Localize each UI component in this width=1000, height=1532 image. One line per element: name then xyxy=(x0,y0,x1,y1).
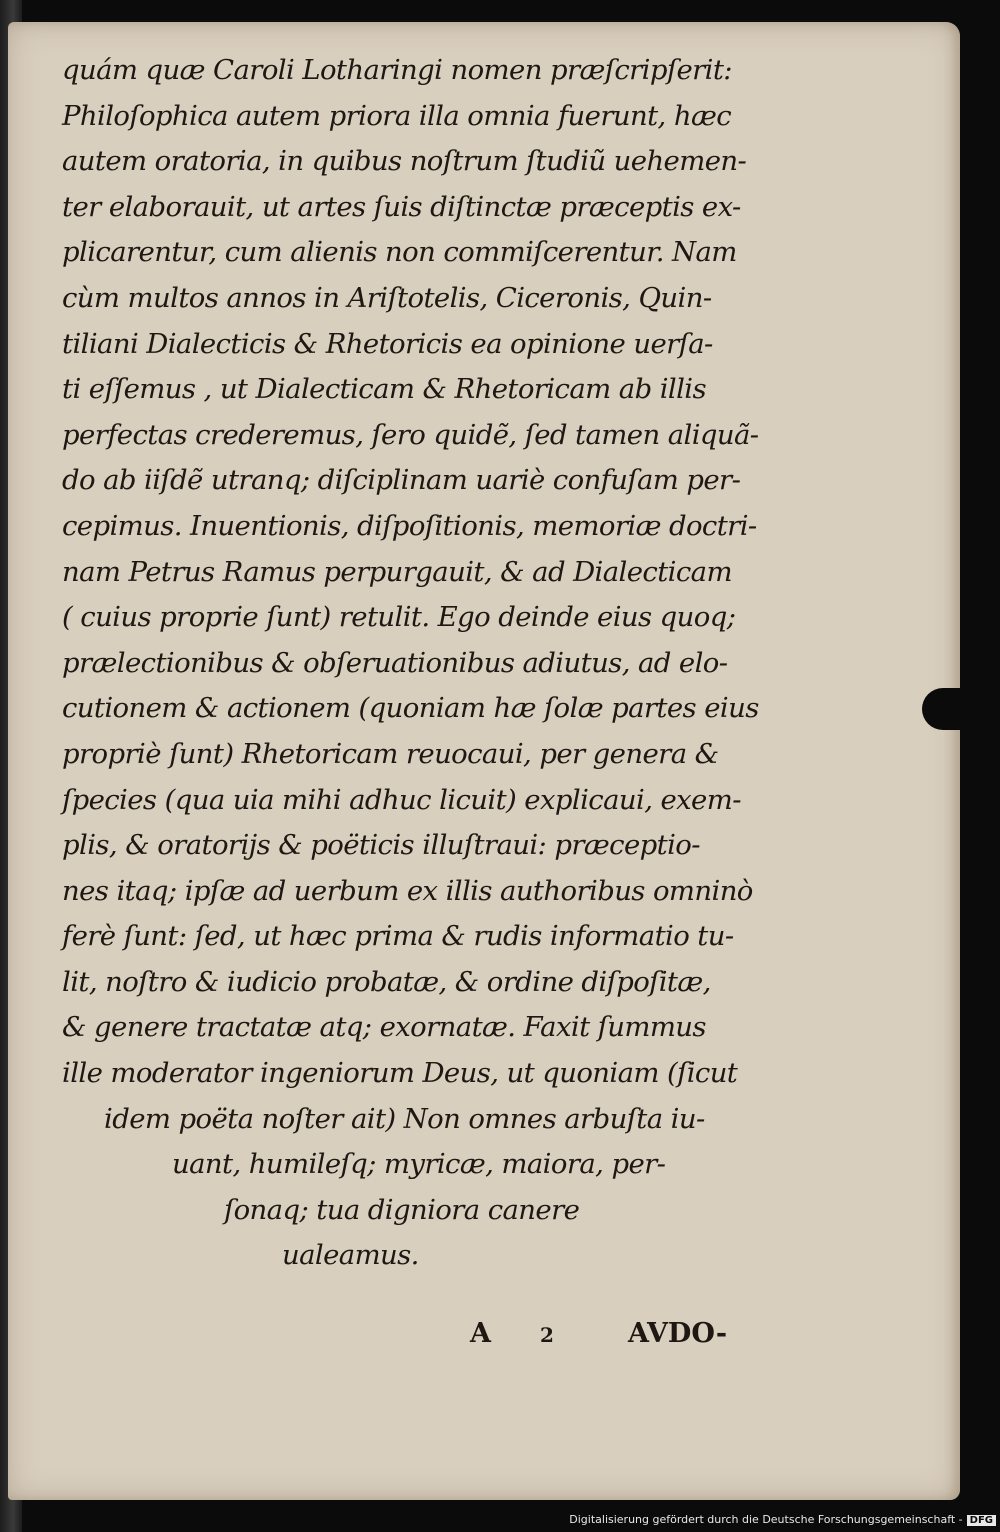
closing-line: ſonaq; tua digniora canere xyxy=(224,1193,580,1226)
text-line: quám quæ Caroli Lotharingi nomen præſcripſerit: xyxy=(62,54,732,86)
text-line: autem oratoria, in quibus noſtrum ſtudiũ uehemen- xyxy=(62,145,747,178)
text-line: ferè ſunt: ſed, ut hæc prima & rudis informatio tu- xyxy=(62,920,734,953)
credit-text: Digitalisierung gefördert durch die Deutsche Forschungsgemeinschaft - xyxy=(569,1513,963,1526)
text-line: & genere tractatæ atq; exornatæ. Faxit ſummus xyxy=(62,1011,706,1044)
text-line: ti eſſemus , ut Dialecticam & Rhetoricam ab illis xyxy=(62,373,707,406)
text-line: prælectionibus & obſeruationibus adiutus, ad elo- xyxy=(62,646,728,679)
closing-line: ualeamus. xyxy=(282,1239,419,1272)
text-line: propriè ſunt) Rhetoricam reuocaui, per genera & xyxy=(62,737,719,770)
text-line: lit, noſtro & iudicio probatæ, & ordine diſpoſitæ, xyxy=(62,965,711,998)
text-line: do ab iiſdẽ utranq; diſciplinam uariè confuſam per- xyxy=(62,464,741,497)
signature-mark: A xyxy=(470,1318,491,1349)
text-line: nam Petrus Ramus perpurgauit, & ad Dialecticam xyxy=(62,555,732,588)
text-line: ter elaborauit, ut artes ſuis diſtinctæ præceptis ex- xyxy=(62,190,741,223)
catchword: AVDO- xyxy=(628,1318,728,1349)
text-line: ille moderator ingeniorum Deus, ut quoniam (ſicut xyxy=(62,1057,738,1090)
body-text xyxy=(62,48,782,1279)
digitization-credit xyxy=(569,1513,996,1526)
text-line: plis, & oratorijs & poëticis illuſtraui: præceptio- xyxy=(62,829,700,862)
dfg-logo: DFG xyxy=(967,1515,996,1526)
text-line: ſpecies (qua uia mihi adhuc licuit) explicaui, exem- xyxy=(62,783,741,816)
text-line: ( cuius proprie ſunt) retulit. Ego deinde eius quoq; xyxy=(62,601,736,634)
text-line: nes itaq; ipſæ ad uerbum ex illis authoribus omninò xyxy=(62,874,753,907)
page-tab-notch xyxy=(922,688,970,730)
text-line: perfectas crederemus, ſero quidẽ, ſed tamen aliquã- xyxy=(62,418,759,451)
text-line: tiliani Dialecticis & Rhetoricis ea opinione uerſa- xyxy=(62,327,713,360)
signature-line xyxy=(470,1318,770,1349)
closing-line: uant, humileſq; myricæ, maiora, per- xyxy=(172,1148,666,1181)
text-line: cutionem & actionem (quoniam hæ ſolæ partes eius xyxy=(62,692,759,725)
signature-number: 2 xyxy=(540,1323,554,1347)
closing-line: idem poëta noſter ait) Non omnes arbuſta iu- xyxy=(104,1102,705,1135)
text-line: plicarentur, cum alienis non commiſcerentur. Nam xyxy=(62,236,737,269)
text-line: cepimus. Inuentionis, diſpoſitionis, memoriæ doctri- xyxy=(62,509,757,542)
text-line: cùm multos annos in Ariſtotelis, Ciceronis, Quin- xyxy=(62,281,712,314)
text-line: Philoſophica autem priora illa omnia fuerunt, hæc xyxy=(62,99,732,132)
